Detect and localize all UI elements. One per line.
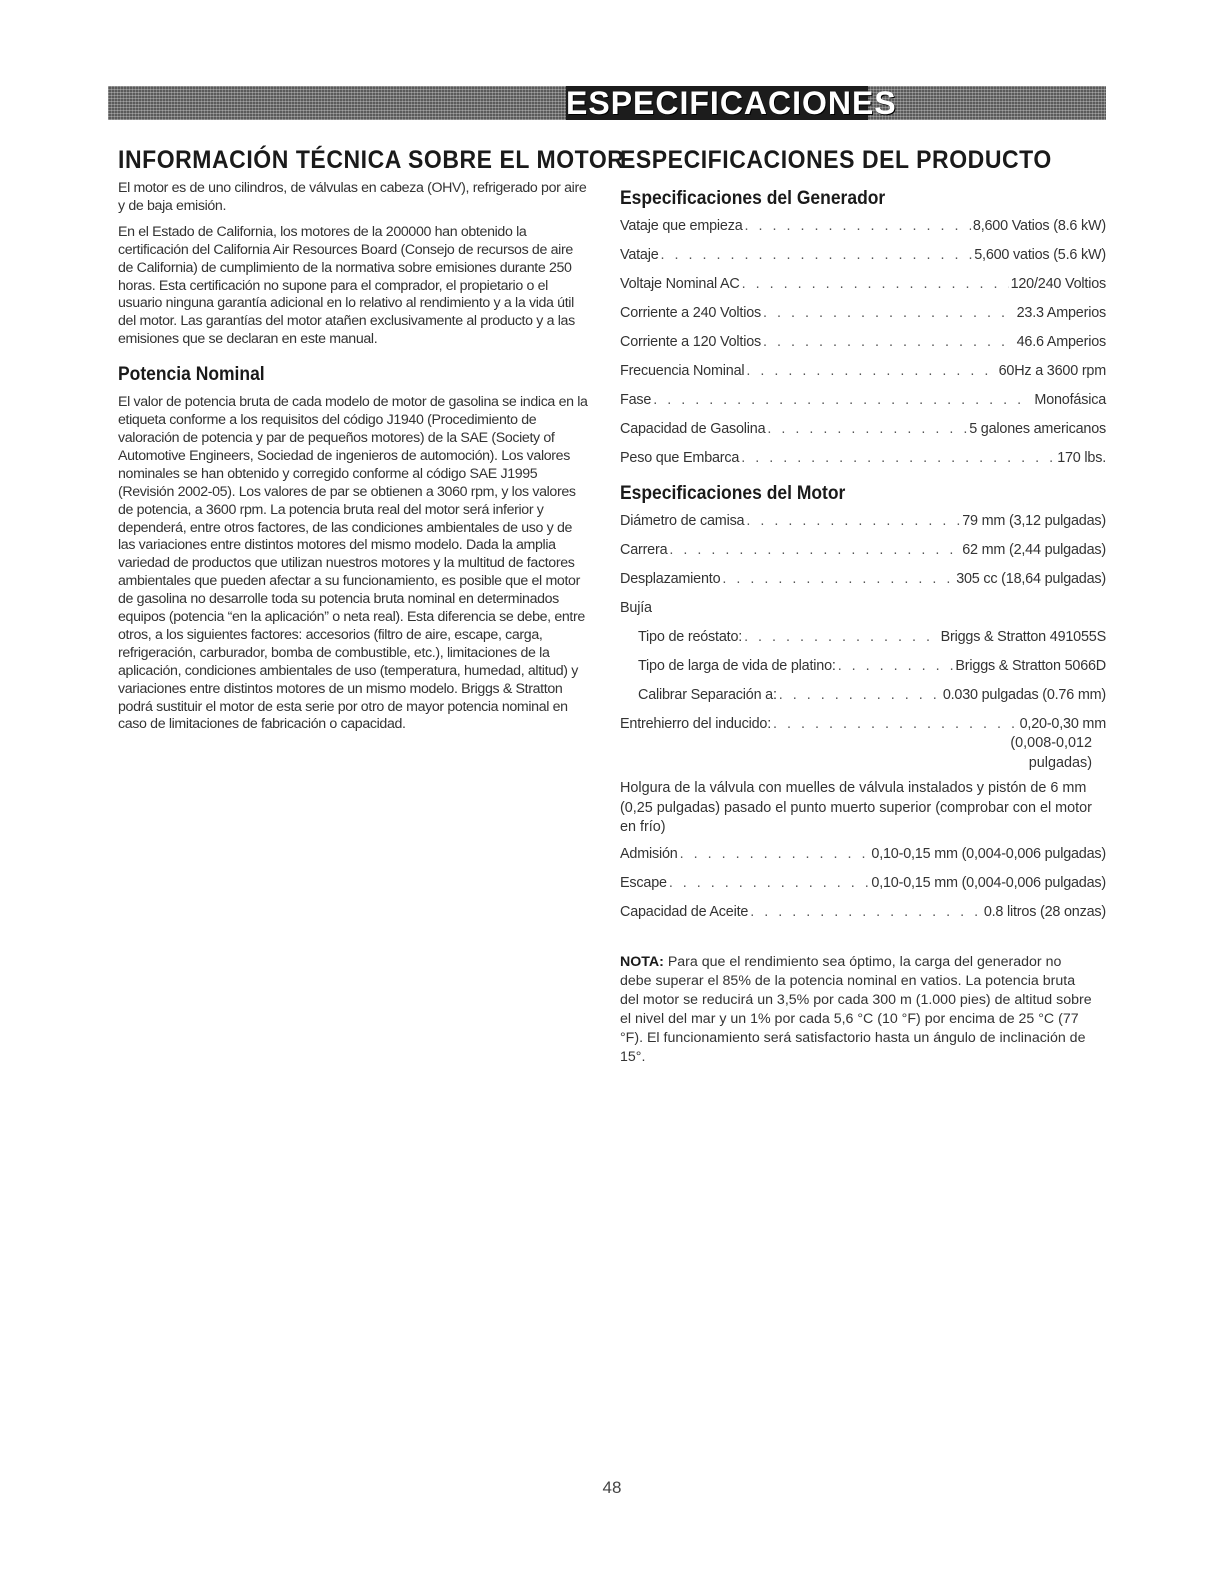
generator-specs-list	[620, 212, 1106, 473]
engine-info-heading: INFORMACIÓN TÉCNICA SOBRE EL MOTOR	[118, 146, 625, 174]
product-specs-column	[620, 146, 1106, 1067]
spec-row: Diámetro de camisa . . . 79 mm (3,12 pulgadas)	[620, 507, 1106, 536]
spec-row: Vataje . . . 5,600 vatios (5.6 kW)	[620, 241, 1106, 270]
spec-row: Tipo de reóstato: . . . Briggs & Stratton 491055S	[620, 623, 1106, 652]
armature-gap-spec: Entrehierro del inducido: . . . 0,20-0,30 mm (0,008-0,012 pulgadas)	[620, 710, 1106, 773]
engine-intro-paragraph: El motor es de uno cilindros, de válvulas en cabeza (OHV), refrigerado por aire y de baja emisión.	[118, 180, 587, 214]
spec-row: Fase . . . Monofásica	[620, 386, 1106, 415]
spec-row: Corriente a 120 Voltios . . . 46.6 Amperios	[620, 328, 1106, 357]
spec-row: Voltaje Nominal AC . . . 120/240 Voltios	[620, 270, 1106, 299]
spark-plug-label: Bujía	[620, 600, 652, 616]
spec-row: Corriente a 240 Voltios . . . 23.3 Amperios	[620, 299, 1106, 328]
spec-row: Admisión . . . 0,10-0,15 mm (0,004-0,006 pulgadas)	[620, 840, 1106, 869]
spec-row: Frecuencia Nominal . . . 60Hz a 3600 rpm	[620, 357, 1106, 386]
motor-specs-heading: Especificaciones del Motor	[620, 483, 846, 504]
banner-title: ESPECIFICACIONES	[566, 85, 897, 121]
spec-row: Capacidad de Gasolina . . . 5 galones americanos	[620, 415, 1106, 444]
rated-power-heading: Potencia Nominal	[118, 364, 265, 386]
section-banner	[108, 86, 1106, 120]
spec-row: Calibrar Separación a: . . . 0.030 pulgadas (0.76 mm)	[620, 681, 1106, 710]
armature-gap-inches-line1: (0,008-0,012	[1010, 735, 1092, 751]
spec-row: Carrera . . . 62 mm (2,44 pulgadas)	[620, 536, 1106, 565]
california-certification-paragraph: En el Estado de California, los motores de la 200000 han obtenido la certificación del California Air Resources Board (Consejo de recursos de aire de California) de cumplimiento de la normativa sobre emisiones durante 250 horas. Esta certificación no supone para el comprador, el propietario o el usuario ninguna garantía adicional en lo relativo al rendimiento y a la vida útil del motor. Las garantías del motor atañen exclusivamente al producto y a las emisiones que se declaran en este manual.	[118, 223, 575, 348]
spec-row: Vataje que empieza . . . 8,600 Vatios (8.6 kW)	[620, 212, 1106, 241]
spec-row: Peso que Embarca . . . 170 lbs.	[620, 444, 1106, 473]
note-paragraph	[620, 953, 1096, 1067]
spec-row: Desplazamiento . . . 305 cc (18,64 pulgadas)	[620, 565, 1106, 594]
note-label: NOTA:	[620, 953, 664, 970]
armature-gap-inches-line2: pulgadas)	[1028, 755, 1092, 771]
spec-row: Capacidad de Aceite . . . 0.8 litros (28 onzas)	[620, 898, 1106, 927]
product-specs-heading: ESPECIFICACIONES DEL PRODUCTO	[620, 146, 1052, 174]
engine-info-column	[118, 146, 625, 734]
note-text: Para que el rendimiento sea óptimo, la carga del generador no debe superar el 85% de la potencia nominal en vatios. La potencia bruta del motor se reducirá un 3,5% por cada 300 m (1.000 pies) de altitud sobre el nivel del mar y un 1% por cada 5,6 °C (10 °F) por encima de 25 °C (77 °F). El funcionamiento será satisfactorio hasta un ángulo de inclinación de 15°.	[620, 953, 1092, 1065]
valve-specs-list	[620, 840, 1106, 927]
generator-specs-heading: Especificaciones del Generador	[620, 188, 886, 209]
spec-row: Escape . . . 0,10-0,15 mm (0,004-0,006 pulgadas)	[620, 869, 1106, 898]
motor-specs-list	[620, 507, 1106, 773]
valve-clearance-text: Holgura de la válvula con muelles de válvula instalados y pistón de 6 mm (0,25 pulgadas) pasado el punto muerto superior (comprobar con el motor en frío)	[620, 780, 1092, 835]
spec-row: Tipo de larga de vida de platino: . . . Briggs & Stratton 5066D	[620, 652, 1106, 681]
rated-power-paragraph: El valor de potencia bruta de cada modelo de motor de gasolina se indica en la etiqueta conforme a los requisitos del código J1940 (Procedimiento de valoración de potencia y par de pequeños motores) de la SAE (Society of Automotive Engineers, Sociedad de ingenieros de automoción). Los valores nominales se han obtenido y corregido conforme al código SAE J1995 (Revisión 2002-05). Los valores de par se obtienen a 3060 rpm, y los valores de potencia, a 3600 rpm. La potencia bruta real del motor será inferior y dependerá, entre otros factores, de las condiciones ambientales de uso y de las variaciones entre distintos motores del mismo modelo. Dada la amplia variedad de productos que utilizan nuestros motores y la multitud de factores ambientales que pueden afectar a su funcionamiento, es posible que el motor de gasolina no desarrolle toda su potencia bruta nominal en determinados equipos (potencia “en la aplicación” o neta real). Esta diferencia se debe, entre otros, a los siguientes factores: accesorios (filtro de aire, escape, carga, refrigeración, carburador, bomba de combustible, etc.), limitaciones de la aplicación, condiciones ambientales de uso (temperatura, humedad, altitud) y variaciones entre distintos motores de un mismo modelo. Briggs & Stratton podrá sustituir el motor de esta serie por otro de mayor potencia nominal en caso de limitaciones de fabricación o capacidad.	[118, 394, 588, 733]
page-number: 48	[602, 1478, 622, 1497]
